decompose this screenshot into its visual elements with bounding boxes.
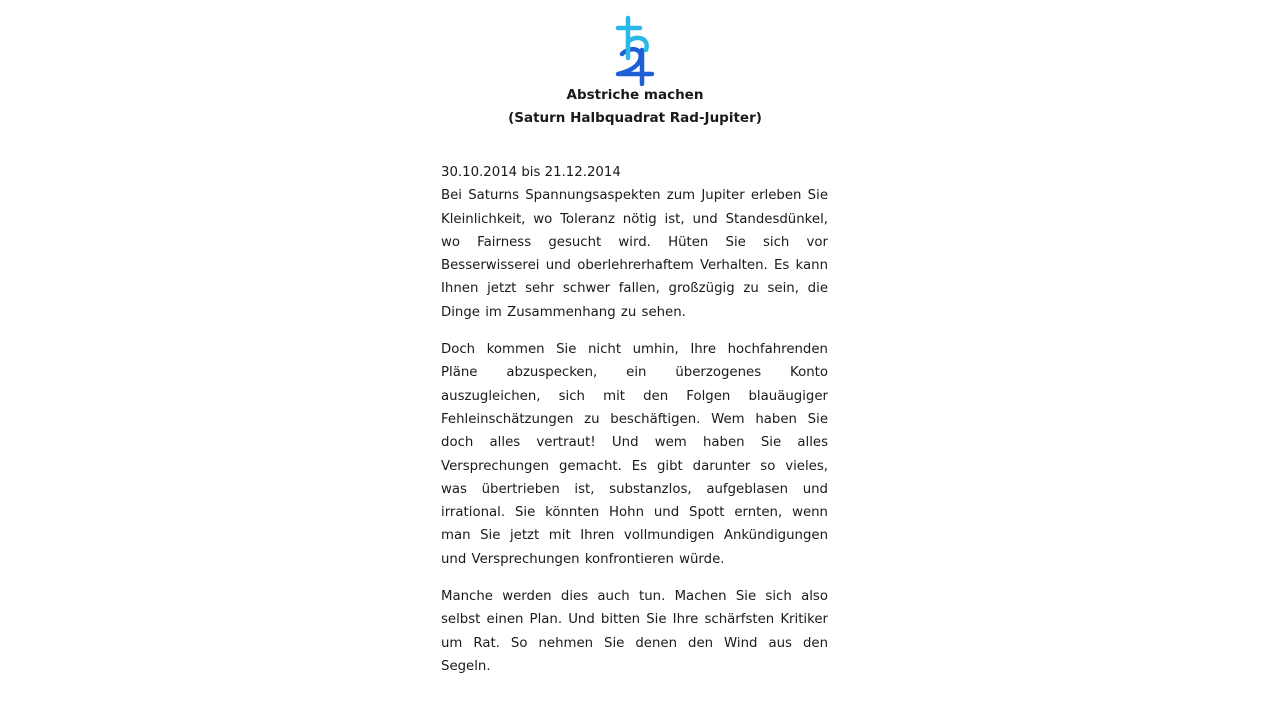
paragraph-2: Doch kommen Sie nicht umhin, Ihre hochfahrenden Pläne abzuspecken, ein überzogenes Konto auszugleichen, sich mit den Folgen blauäugiger Fehleinschätzungen zu beschäftigen. Wem haben Sie doch alles vertraut! Und wem haben Sie alles Versprechungen gemacht. Es gibt darunter so vieles, was übertrieben ist, substanzlos, aufgeblasen und irrational. Sie könnten Hohn und Spott ernten, wenn man Sie jetzt mit Ihren vollmundigen Ankündigungen und Versprechungen konfrontieren würde. xyxy=(441,342,828,567)
saturn-jupiter-symbol-icon xyxy=(610,14,660,86)
article-title: Abstriche machen xyxy=(566,87,704,103)
paragraph-1: Bei Saturns Spannungsaspekten zum Jupiter erleben Sie Kleinlichkeit, wo Toleranz nötig ist, und Standesdünkel, wo Fairness gesucht wird. Hüten Sie sich vor Besserwisserei und oberlehrerhaftem Verhalten. Es kann Ihnen jetzt sehr schwer fallen, großzügig zu sein, die Dinge im Zusammenhang zu sehen. xyxy=(441,188,828,320)
article-subtitle: (Saturn Halbquadrat Rad-Jupiter) xyxy=(508,110,762,126)
article-body xyxy=(441,161,828,692)
article-heading xyxy=(440,84,830,130)
paragraph-3: Manche werden dies auch tun. Machen Sie sich also selbst einen Plan. Und bitten Sie Ihre schärfsten Kritiker um Rat. So nehmen Sie denen den Wind aus den Segeln. xyxy=(441,589,828,674)
date-range: 30.10.2014 bis 21.12.2014 xyxy=(441,165,621,180)
